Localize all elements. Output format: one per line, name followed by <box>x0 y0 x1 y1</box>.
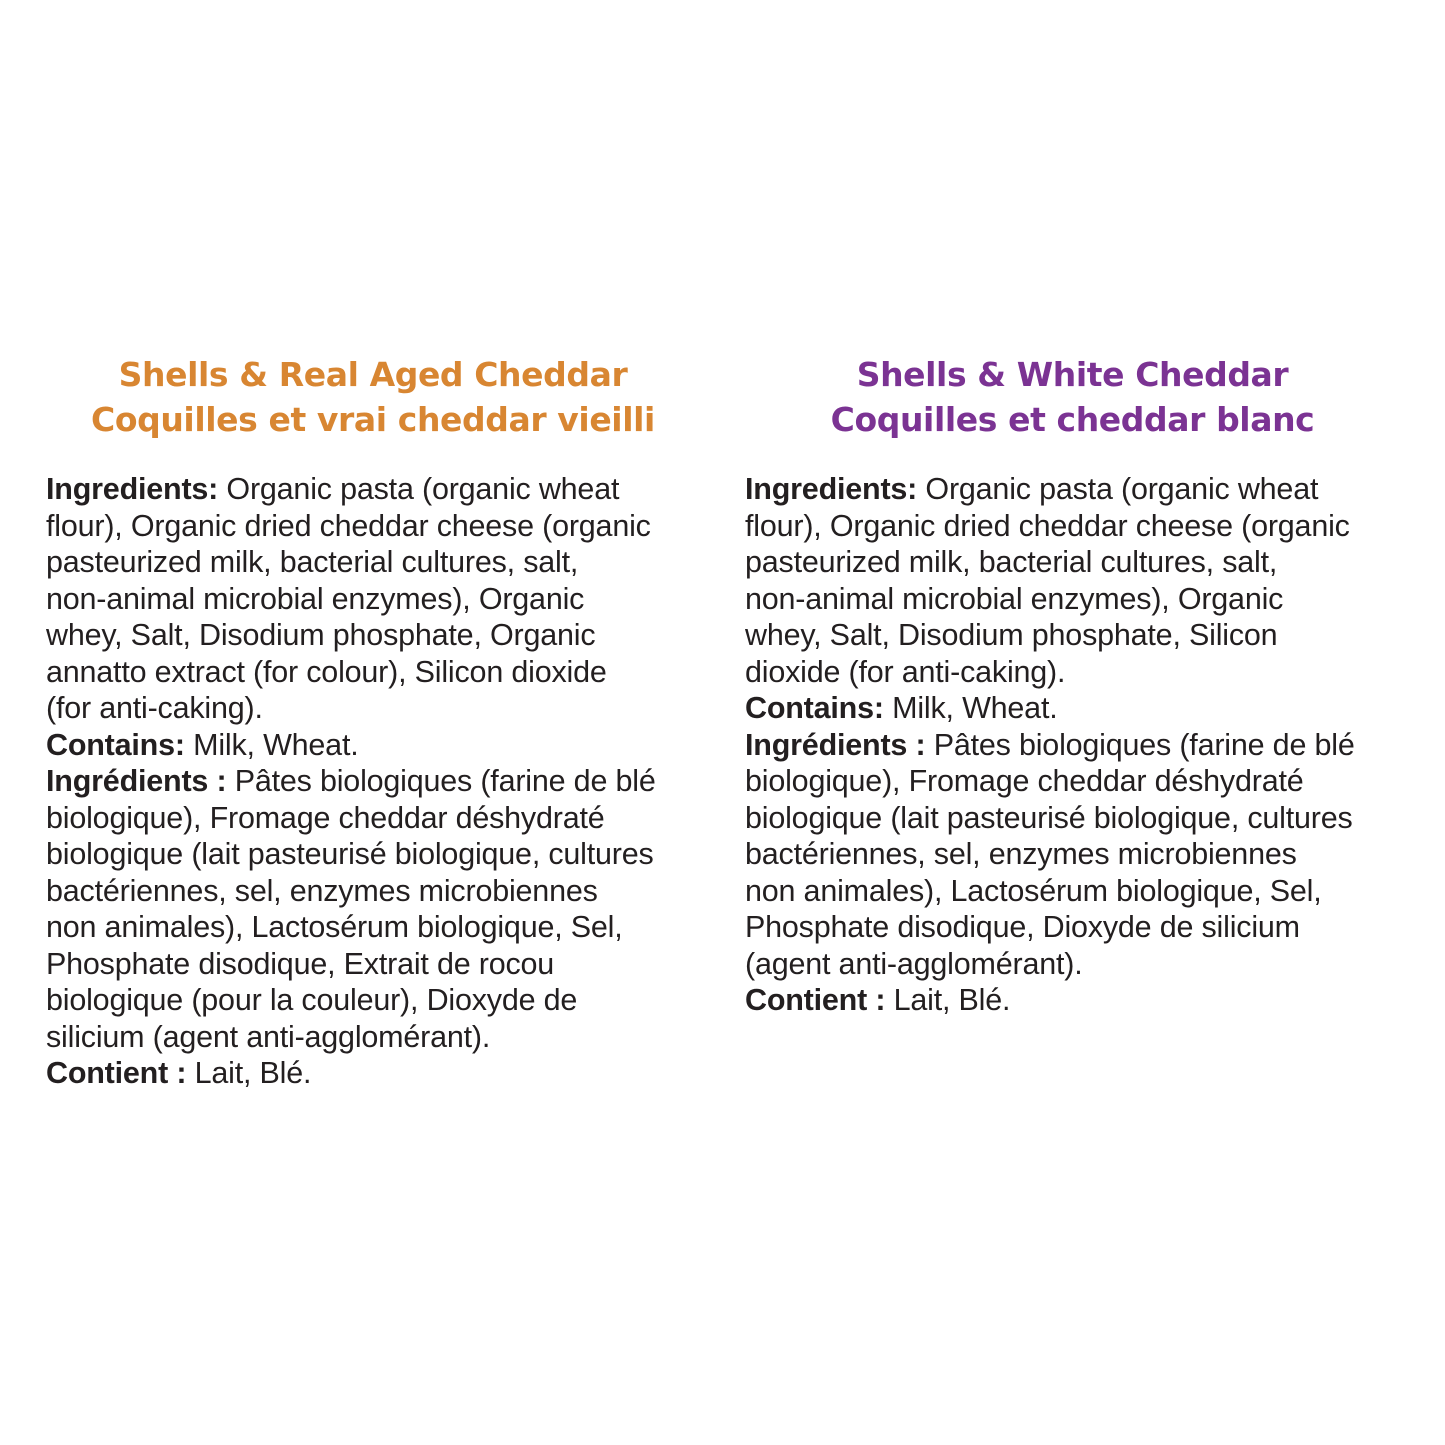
right-title-french: Coquilles et cheddar blanc <box>830 400 1315 439</box>
right-product-title <box>735 352 1410 442</box>
left-line-text: biologique), Fromage cheddar déshydraté <box>46 800 605 835</box>
right-line-text: Pâtes biologiques (farine de blé <box>925 727 1355 762</box>
right-line-text: Phosphate disodique, Dioxyde de silicium <box>745 910 1300 944</box>
left-line-text: whey, Salt, Disodium phosphate, Organic <box>46 618 596 652</box>
left-product-panel <box>46 352 706 1092</box>
right-text-line <box>745 909 1410 946</box>
left-ingredients-text <box>46 471 706 1092</box>
right-text-line <box>745 727 1410 764</box>
right-product-panel <box>745 352 1410 1019</box>
right-line-text: whey, Salt, Disodium phosphate, Silicon <box>745 618 1278 652</box>
right-text-line <box>745 873 1410 910</box>
right-line-text: Organic pasta (organic wheat <box>917 472 1319 506</box>
right-section-label: Contient : <box>745 983 886 1017</box>
left-text-line <box>46 982 706 1019</box>
left-title-french: Coquilles et vrai cheddar vieilli <box>91 400 655 439</box>
left-title-english: Shells & Real Aged Cheddar <box>118 355 628 394</box>
left-text-line <box>46 1019 706 1056</box>
right-text-line <box>745 763 1410 800</box>
left-line-text: biologique (pour la couleur), Dioxyde de <box>46 983 578 1017</box>
right-text-line <box>745 690 1410 727</box>
left-line-text: Lait, Blé. <box>186 1056 312 1090</box>
right-section-label: Contains: <box>745 691 884 725</box>
right-line-text: pasteurized milk, bacterial cultures, salt, <box>745 545 1278 579</box>
left-line-text: biologique (lait pasteurisé biologique, cultures <box>46 837 654 871</box>
left-line-text: Milk, Wheat. <box>184 727 359 762</box>
right-text-line <box>745 800 1410 837</box>
left-line-text: Organic pasta (organic wheat <box>218 472 620 506</box>
left-line-text: non animales), Lactosérum biologique, Sel, <box>46 910 623 944</box>
left-text-line <box>46 690 706 727</box>
right-line-text: flour), Organic dried cheddar cheese (organic <box>745 508 1350 543</box>
left-section-label: Ingredients: <box>46 472 219 506</box>
right-text-line <box>745 654 1410 691</box>
left-line-text: silicium (agent anti-agglomérant). <box>46 1019 491 1054</box>
left-line-text: non-animal microbial enzymes), Organic <box>46 581 585 616</box>
right-line-text: bactériennes, sel, enzymes microbiennes <box>745 837 1297 871</box>
right-text-line <box>745 617 1410 654</box>
left-text-line <box>46 508 706 545</box>
right-text-line <box>745 836 1410 873</box>
right-text-line <box>745 581 1410 618</box>
right-text-line <box>745 471 1410 508</box>
left-line-text: flour), Organic dried cheddar cheese (organic <box>46 508 651 543</box>
left-text-line <box>46 1055 706 1092</box>
left-line-text: (for anti-caking). <box>46 691 263 725</box>
left-line-text: bactériennes, sel, enzymes microbiennes <box>46 873 598 908</box>
left-product-title <box>40 352 706 442</box>
left-text-line <box>46 836 706 873</box>
right-line-text: biologique (lait pasteurisé biologique, cultures <box>745 800 1353 835</box>
left-text-line <box>46 727 706 764</box>
left-text-line <box>46 581 706 618</box>
right-line-text: Lait, Blé. <box>885 983 1011 1017</box>
left-section-label: Ingrédients : <box>46 764 227 798</box>
left-section-label: Contient : <box>46 1056 187 1090</box>
left-line-text: annatto extract (for colour), Silicon dioxide <box>46 654 607 689</box>
left-line-text: pasteurized milk, bacterial cultures, salt, <box>46 545 579 579</box>
right-ingredients-text <box>745 471 1410 1019</box>
left-line-text: Pâtes biologiques (farine de blé <box>226 764 656 798</box>
left-text-line <box>46 654 706 691</box>
left-section-label: Contains: <box>46 727 185 762</box>
right-section-label: Ingrédients : <box>745 727 926 762</box>
right-line-text: dioxide (for anti-caking). <box>745 654 1066 689</box>
left-text-line <box>46 909 706 946</box>
right-title-english: Shells & White Cheddar <box>856 355 1289 394</box>
left-text-line <box>46 544 706 581</box>
left-text-line <box>46 946 706 983</box>
right-text-line <box>745 946 1410 983</box>
left-text-line <box>46 873 706 910</box>
left-text-line <box>46 763 706 800</box>
right-text-line <box>745 508 1410 545</box>
left-text-line <box>46 471 706 508</box>
right-line-text: (agent anti-agglomérant). <box>745 946 1083 981</box>
right-line-text: biologique), Fromage cheddar déshydraté <box>745 764 1304 798</box>
right-section-label: Ingredients: <box>745 472 918 506</box>
right-text-line <box>745 982 1410 1019</box>
left-text-line <box>46 617 706 654</box>
left-text-line <box>46 800 706 837</box>
right-line-text: Milk, Wheat. <box>883 691 1058 725</box>
right-text-line <box>745 544 1410 581</box>
right-line-text: non animales), Lactosérum biologique, Sel, <box>745 873 1322 908</box>
left-line-text: Phosphate disodique, Extrait de rocou <box>46 946 555 981</box>
right-line-text: non-animal microbial enzymes), Organic <box>745 581 1284 616</box>
